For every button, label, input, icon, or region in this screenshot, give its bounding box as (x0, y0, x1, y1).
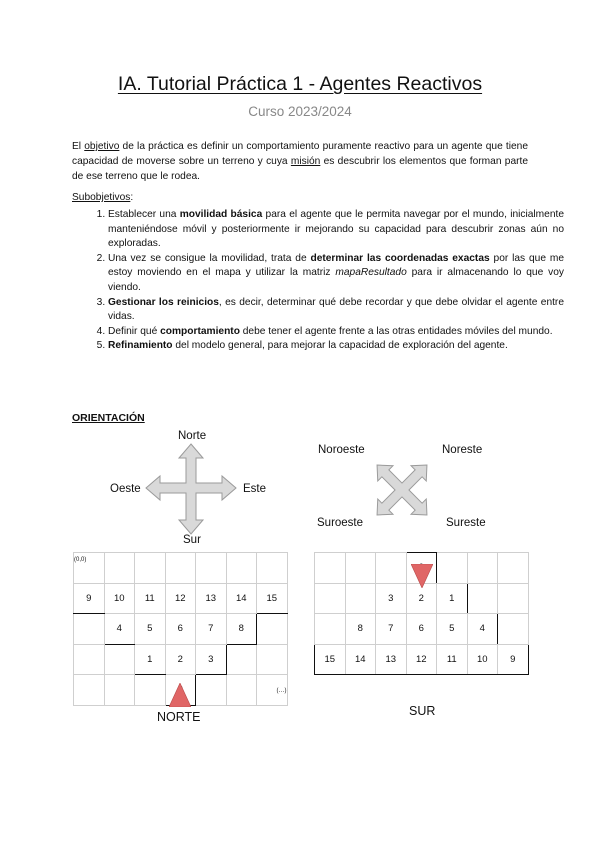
agent-arrow-down-icon (411, 564, 433, 588)
cardinal-compass-icon (140, 440, 250, 540)
subobjetivos-heading (72, 192, 133, 203)
grid-cell: 11 (437, 644, 468, 675)
item-text: para ir almacenando lo que voy viendo. (108, 267, 564, 293)
item-italic: mapaResultado (335, 267, 407, 279)
item-bold: Refinamiento (108, 340, 173, 352)
grid-cell: 15 (315, 644, 346, 675)
label-suroeste: Suroeste (317, 517, 364, 529)
subobjetivos-heading-text: Subobjetivos (72, 192, 131, 203)
page-subtitle: Curso 2023/2024 (248, 104, 352, 119)
grid-cell: 1 (437, 583, 468, 614)
list-item (108, 208, 564, 252)
item-text: debe tener el agente frente a las otras entidades móviles del mundo. (239, 325, 553, 337)
grid-cell: 2 (165, 644, 196, 675)
grid-cell: 8 (345, 614, 376, 645)
grid-cell: 14 (226, 583, 257, 614)
page-title: IA. Tutorial Práctica 1 - Agentes Reactivos (117, 73, 483, 95)
grid-cell: 11 (135, 583, 166, 614)
label-grid-sur: SUR (409, 704, 436, 718)
coord-top-left: (0,0) (74, 557, 87, 563)
grid-cell: 10 (467, 644, 498, 675)
grid-cell: 5 (437, 614, 468, 645)
grid-cell: 7 (196, 614, 227, 645)
grid-cell: 1 (135, 644, 166, 675)
grid-cell: 9 (498, 644, 529, 675)
grid-cell: 13 (376, 644, 407, 675)
item-text: para el agente que le permita navegar por el mundo, inicialmente manteniéndose móvil y posteriormente ir mejorando su capacidad para descubrir zonas aún no exploradas. (108, 209, 564, 250)
grid-cell: 8 (226, 614, 257, 645)
label-oeste: Oeste (110, 483, 141, 495)
item-bold: Gestionar los reinicios (108, 296, 219, 308)
list-item (108, 252, 564, 296)
label-sureste: Sureste (446, 517, 486, 529)
item-bold: comportamiento (160, 325, 240, 337)
intro-text-1: El (72, 141, 85, 152)
grid-cell: 6 (406, 614, 437, 645)
intro-paragraph (72, 139, 528, 185)
intro-text-3: es descubrir los elementos que forman parte de ese terreno que le rodea. (72, 156, 528, 183)
label-sur: Sur (183, 534, 201, 546)
item-text: Establecer una (108, 209, 180, 220)
grid-cell: 4 (467, 614, 498, 645)
item-bold: movilidad básica (179, 209, 263, 220)
grid-cell: 2 (406, 583, 437, 614)
agent-arrow-up-icon (169, 683, 191, 707)
label-noreste: Noreste (442, 444, 483, 456)
grid-cell: 15 (257, 583, 288, 614)
item-bold: determinar las coordenadas exactas (310, 252, 490, 264)
label-noroeste: Noroeste (318, 444, 365, 456)
grid-cell: 10 (104, 583, 135, 614)
grid-cell: 3 (376, 583, 407, 614)
grid-cell: 13 (196, 583, 227, 614)
intro-word-mision: misión (290, 156, 321, 168)
grid-cell: 14 (345, 644, 376, 675)
grid-cell: 12 (165, 583, 196, 614)
list-item (108, 339, 564, 354)
label-grid-norte: NORTE (157, 710, 201, 724)
grid-cell: 12 (406, 644, 437, 675)
grid-cell: 6 (165, 614, 196, 645)
item-text: Una vez se consigue la movilidad, trata de (108, 252, 311, 264)
grid-cell: 5 (135, 614, 166, 645)
grid-cell: 7 (376, 614, 407, 645)
coord-bottom-right: (…) (276, 688, 287, 695)
list-item (108, 296, 564, 325)
item-text: por las que me estoy moviendo en el mapa y utilizar la matriz (108, 252, 565, 279)
subobjetivos-list (72, 208, 564, 354)
label-norte: Norte (178, 430, 207, 442)
label-este: Este (243, 483, 267, 495)
item-text: del modelo general, para mejorar la capacidad de exploración del agente. (172, 340, 508, 352)
item-text: , es decir, determinar qué debe recordar y que debe olvidar el agente entre vidas. (108, 296, 564, 323)
intro-text-2: de la práctica es definir un comportamiento puramente reactivo para un agente que tiene capacidad de moverse sobre un terreno y cuya (72, 141, 529, 168)
list-item (108, 325, 564, 340)
diagonal-compass-icon (366, 454, 438, 526)
grid-cell: 4 (104, 614, 135, 645)
subobjetivos-colon: : (130, 192, 134, 203)
orientacion-heading: ORIENTACIÓN (72, 412, 145, 424)
item-text: Definir qué (108, 325, 161, 337)
intro-word-objetivo: objetivo (84, 141, 120, 152)
grid-cell: 9 (74, 583, 105, 614)
grid-cell: 3 (196, 644, 227, 675)
